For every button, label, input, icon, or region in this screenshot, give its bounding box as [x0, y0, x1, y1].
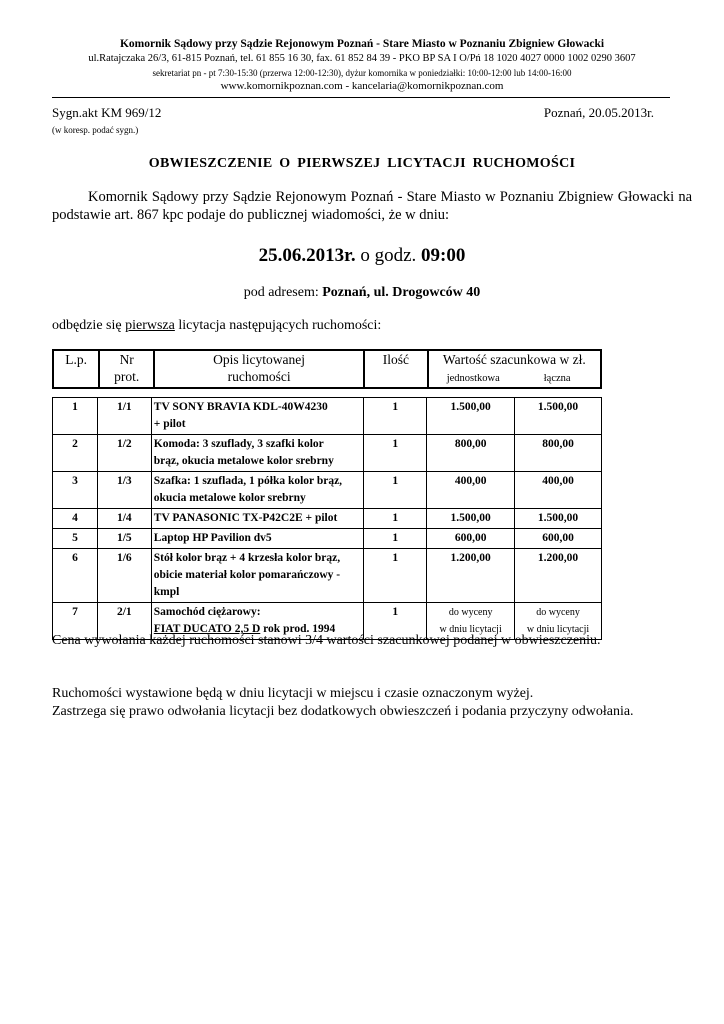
- odb-underlined: pierwsza: [125, 318, 175, 333]
- correspondence-note: (w koresp. podać sygn.): [52, 125, 139, 135]
- place-date: Poznań, 20.05.2013r.: [543, 105, 654, 120]
- row-lp: 5: [53, 529, 98, 549]
- header-divider: [52, 97, 670, 98]
- row-lp: 6: [53, 549, 98, 603]
- row-description: TV PANASONIC TX-P42C2E + pilot: [151, 509, 364, 529]
- row-unit-value: 1.500,00: [427, 509, 515, 529]
- row-total-value: 1.200,00: [515, 549, 602, 603]
- row-nr: 1/4: [97, 509, 151, 529]
- items-table-header: [52, 349, 602, 389]
- table-row: [53, 549, 602, 603]
- row-total-value: 400,00: [515, 472, 602, 509]
- row-lp: 7: [53, 603, 98, 640]
- document-title: OBWIESZCZENIE O PIERWSZEJ LICYTACJI RUCHOMOŚCI: [148, 156, 576, 171]
- row-description: TV SONY BRAVIA KDL-40W4230 + pilot: [151, 398, 364, 435]
- odb-after: licytacja następujących ruchomości:: [174, 318, 382, 333]
- row-unit-value: 800,00: [427, 435, 515, 472]
- row-quantity: 1: [364, 398, 427, 435]
- table-row: [53, 435, 602, 472]
- auction-date: 25.06.2013r.: [258, 245, 356, 266]
- table-row: [53, 509, 602, 529]
- row-lp: 1: [53, 398, 98, 435]
- row-total-value: do wyceny w dniu licytacji: [515, 603, 602, 640]
- row-nr: 1/6: [97, 549, 151, 603]
- row-description: Samochód ciężarowy: FIAT DUCATO 2,5 D rok prod. 1994: [151, 603, 364, 640]
- header-hours-line: sekretariat pn - pt 7:30-15:30 (przerwa 12:00-12:30), dyżur komornika w poniedziałki: 10:00-12:00 lub 14:00-16:00: [152, 68, 572, 78]
- odb-before: odbędzie się: [52, 318, 126, 333]
- auction-at-text: o godz.: [355, 245, 422, 266]
- row-total-value: 600,00: [515, 529, 602, 549]
- table-row: [53, 529, 602, 549]
- row-nr: 2/1: [97, 603, 151, 640]
- header-total-value: łączna: [543, 373, 571, 384]
- header-nr: Nr prot.: [99, 350, 154, 388]
- row-total-value: 1.500,00: [515, 398, 602, 435]
- row-unit-value: 1.200,00: [427, 549, 515, 603]
- auction-time: 09:00: [421, 245, 466, 266]
- row-nr: 1/5: [97, 529, 151, 549]
- header-value: Wartość szacunkowa w zł. jednostkowa łączna: [428, 350, 601, 388]
- row-quantity: 1: [364, 549, 427, 603]
- header-unit-value: jednostkowa: [446, 373, 500, 384]
- row-total-value: 800,00: [515, 435, 602, 472]
- row-description: Komoda: 3 szuflady, 3 szafki kolor brąz, okucia metalowe kolor srebrny: [151, 435, 364, 472]
- header-quantity: Ilość: [364, 350, 428, 388]
- row-unit-value: 1.500,00: [427, 398, 515, 435]
- row-unit-value: do wyceny w dniu licytacji: [427, 603, 515, 640]
- row-description: Laptop HP Pavilion dv5: [151, 529, 364, 549]
- row-quantity: 1: [364, 603, 427, 640]
- row-quantity: 1: [364, 509, 427, 529]
- auction-address: [0, 285, 724, 301]
- table-row: [53, 472, 602, 509]
- header-description: Opis licytowanej ruchomości: [154, 350, 364, 388]
- row-nr: 1/1: [97, 398, 151, 435]
- header-office-name: Komornik Sądowy przy Sądzie Rejonowym Poznań - Stare Miasto w Poznaniu Zbigniew Głowacki: [119, 38, 605, 50]
- intro-paragraph: Komornik Sądowy przy Sądzie Rejonowym Poznań - Stare Miasto w Poznaniu Zbigniew Głowacki na podstawie art. 867 kpc podaje do publicznej wiadomości, że w dniu:: [52, 189, 692, 223]
- header-contact-line: www.komornikpoznan.com - kancelaria@komornikpoznan.com: [220, 80, 504, 92]
- closing-notes: [52, 685, 634, 721]
- table-row: [53, 398, 602, 435]
- row-lp: 4: [53, 509, 98, 529]
- address-label: pod adresem:: [243, 285, 323, 300]
- items-table: [52, 397, 602, 640]
- case-signature: Sygn.akt KM 969/12: [52, 105, 162, 120]
- row-quantity: 1: [364, 472, 427, 509]
- row-unit-value: 400,00: [427, 472, 515, 509]
- address-value: Poznań, ul. Drogowców 40: [322, 285, 481, 300]
- row-lp: 2: [53, 435, 98, 472]
- row-lp: 3: [53, 472, 98, 509]
- row-nr: 1/3: [97, 472, 151, 509]
- row-quantity: 1: [364, 435, 427, 472]
- row-unit-value: 600,00: [427, 529, 515, 549]
- row-description: Stół kolor brąz + 4 krzesła kolor brąz, obicie materiał kolor pomarańczowy - kmpl: [151, 549, 364, 603]
- closing-note-2: Zastrzega się prawo odwołania licytacji bez dodatkowych obwieszczeń i podania przyczyny odwołania.: [52, 704, 634, 719]
- row-description: Szafka: 1 szuflada, 1 półka kolor brąz, okucia metalowe kolor srebrny: [151, 472, 364, 509]
- row-nr: 1/2: [97, 435, 151, 472]
- row-total-value: 1.500,00: [515, 509, 602, 529]
- row-quantity: 1: [364, 529, 427, 549]
- closing-note-1: Ruchomości wystawione będą w dniu licytacji w miejscu i czasie oznaczonym wyżej.: [52, 686, 534, 701]
- auction-datetime: [0, 245, 724, 267]
- header-lp: L.p.: [53, 350, 99, 388]
- auction-announcement: [52, 318, 381, 334]
- starting-price-note: Cena wywołania każdej ruchomości stanowi 3/4 wartości szacunkowej podanej w obwieszczeniu.: [52, 633, 601, 648]
- header-address-line: ul.Ratajczaka 26/3, 61-815 Poznań, tel. 61 855 16 30, fax. 61 852 84 39 - PKO BP SA I O/Pń 18 1020 4027 0000 1002 0290 3607: [88, 53, 636, 64]
